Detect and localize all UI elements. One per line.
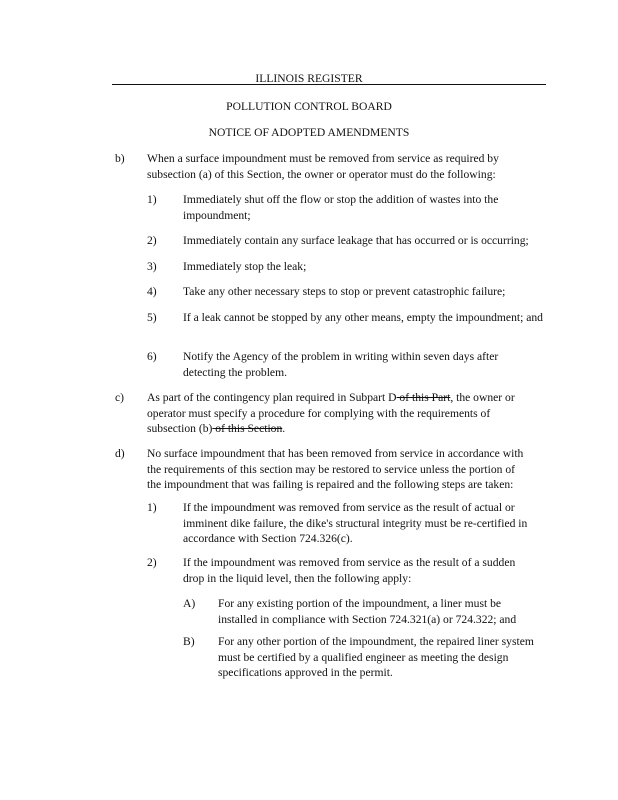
item-d2-text: If the impoundment was removed from service as the result of a sudden drop in the liquid level, then the following apply: [183, 556, 516, 585]
item-b2-text: Immediately contain any surface leakage that has occurred or is occurring; [183, 234, 529, 247]
section-b-text: When a surface impoundment must be removed from service as required by subsection (a) of this Section, the owner or operator must do the following: [147, 152, 499, 181]
section-c-label: c) [115, 391, 125, 404]
section-d-label: d) [115, 447, 125, 460]
item-b1-text: Immediately shut off the flow or stop the addition of wastes into the impoundment; [183, 193, 499, 222]
subitem-a-text: For any existing portion of the impoundment, a liner must be installed in compliance with Section 724.321(a) or 724.322; and [218, 597, 517, 626]
item-b3-text: Immediately stop the leak; [183, 260, 307, 273]
subitem-b-label: B) [183, 635, 195, 648]
item-d1-label: 1) [147, 501, 157, 514]
section-c-text-mid: , the owner or operator must specify a procedure for complying with the requirements of subsection (b) [147, 391, 515, 435]
section-d-text: No surface impoundment that has been removed from service in accordance with the requirements of this section may be restored to service unless the portion of the impoundment that was failing is repaired and the following steps are taken: [147, 447, 524, 491]
item-b6-label: 6) [147, 350, 157, 363]
item-b3-label: 3) [147, 260, 157, 273]
section-c-strike-section: of this Section [212, 422, 283, 435]
item-d2-label: 2) [147, 556, 157, 569]
board-title: POLLUTION CONTROL BOARD [226, 100, 392, 113]
subitem-b-text: For any other portion of the impoundment, the repaired liner system must be certified by a qualified engineer as meeting the design specifications approved in the permit. [218, 635, 534, 679]
item-b6-text: Notify the Agency of the problem in writing within seven days after detecting the problem. [183, 350, 499, 379]
item-b4-text: Take any other necessary steps to stop or prevent catastrophic failure; [183, 285, 506, 298]
item-d1-text: If the impoundment was removed from service as the result of actual or imminent dike failure, the dike's structural integrity must be re-certified in accordance with Section 724.326(c). [183, 501, 528, 545]
item-b1-label: 1) [147, 193, 157, 206]
section-c-text-after: . [282, 422, 286, 435]
section-c-strike-part: of this Part [396, 391, 451, 404]
section-b-label: b) [115, 152, 125, 165]
notice-title: NOTICE OF ADOPTED AMENDMENTS [208, 126, 410, 139]
subitem-a-label: A) [183, 597, 196, 610]
item-b5-text: If a leak cannot be stopped by any other means, empty the impoundment; and [183, 311, 543, 324]
register-title: ILLINOIS REGISTER [255, 72, 363, 85]
item-b2-label: 2) [147, 234, 157, 247]
section-c-text-before: As part of the contingency plan required in Subpart D [147, 391, 397, 404]
section-c-text [147, 390, 524, 437]
item-b5-label: 5) [147, 311, 157, 324]
item-b4-label: 4) [147, 285, 157, 298]
